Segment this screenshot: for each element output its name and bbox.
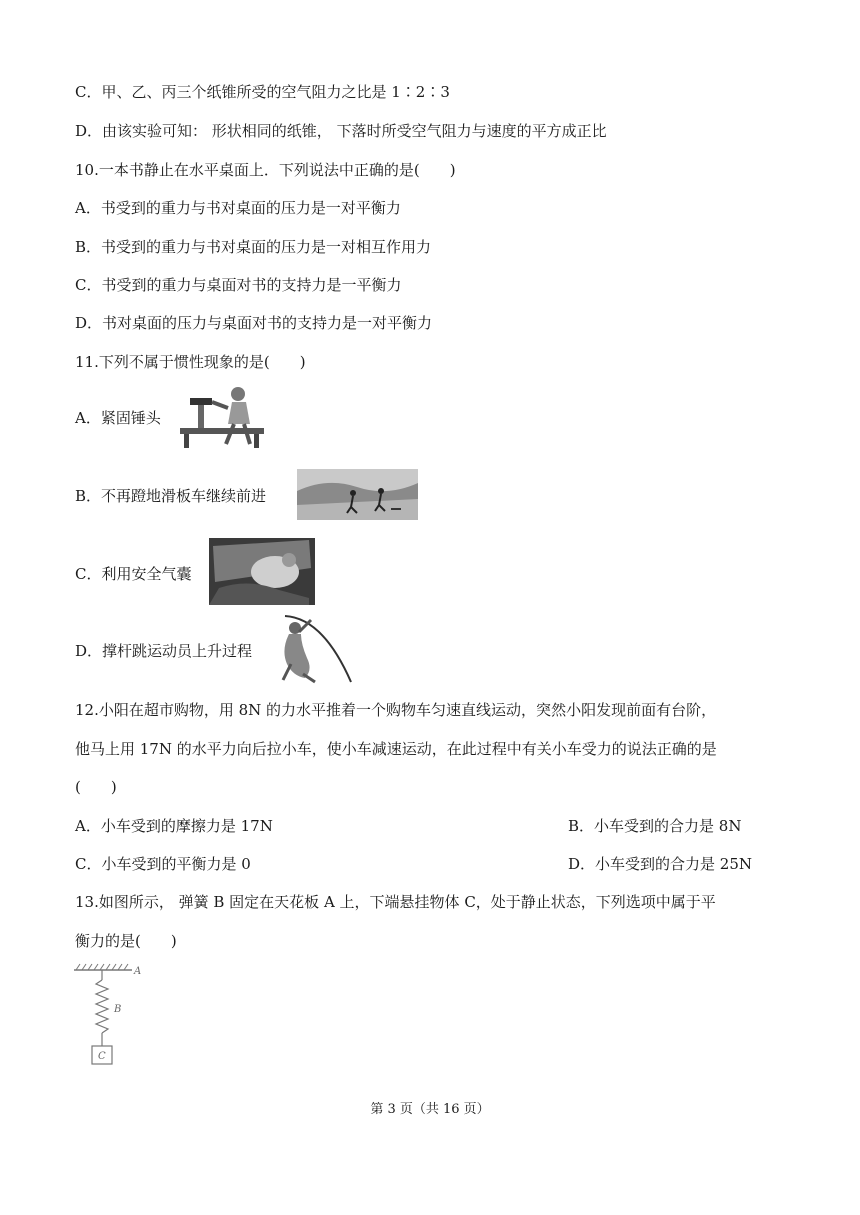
pole-vault-figure — [271, 614, 363, 684]
spring-coil — [96, 980, 108, 1033]
q12-option-a: A．小车受到的摩擦力是 17N — [75, 817, 273, 835]
label-b: B — [114, 1004, 122, 1015]
q13-stem-line-1: 13.如图所示， 弹簧 B 固定在天花板 A 上，下端悬挂物体 C，处于静止状态，下列选项中属于平 — [75, 893, 716, 911]
q12-option-b: B．小车受到的合力是 8N — [568, 817, 742, 835]
spring-diagram — [72, 960, 152, 1072]
q9-option-c: C．甲、乙、丙三个纸锥所受的空气阻力之比是 1∶2∶3 — [75, 83, 450, 101]
q11-option-d: D．撑杆跳运动员上升过程 — [75, 642, 253, 660]
q10-option-a: A．书受到的重力与书对桌面的压力是一对平衡力 — [75, 199, 401, 217]
q12-option-c: C．小车受到的平衡力是 0 — [75, 855, 251, 873]
spring-figure — [72, 960, 152, 1072]
label-a: A — [134, 966, 142, 977]
hammer-figure — [176, 384, 266, 450]
page-footer: 第 3 页（共 16 页） — [370, 1102, 490, 1117]
q12-stem-line-3: ( ) — [75, 778, 117, 796]
q11-option-b: B．不再蹬地滑板车继续前进 — [75, 487, 267, 505]
q13-stem-line-2: 衡力的是( ) — [75, 932, 177, 950]
q12-option-d: D．小车受到的合力是 25N — [568, 855, 753, 873]
q11-stem: 11.下列不属于惯性现象的是( ) — [75, 353, 306, 371]
q12-stem-line-2: 他马上用 17N 的水平力向后拉小车，使小车减速运动，在此过程中有关小车受力的说法正确的是 — [75, 740, 717, 758]
q10-option-d: D．书对桌面的压力与桌面对书的支持力是一对平衡力 — [75, 314, 433, 332]
label-c: C — [98, 1051, 106, 1062]
q11-option-a: A．紧固锤头 — [75, 409, 161, 427]
q10-stem: 10.一本书静止在水平桌面上．下列说法中正确的是( ) — [75, 161, 456, 179]
q9-option-d: D．由该实验可知： 形状相同的纸锥， 下落时所受空气阻力与速度的平方成正比 — [75, 122, 607, 140]
q11-option-c: C．利用安全气囊 — [75, 565, 192, 583]
ceiling-hatch — [76, 964, 128, 970]
q12-stem-line-1: 12.小阳在超市购物，用 8N 的力水平推着一个购物车匀速直线运动，突然小阳发现前面有台阶， — [75, 701, 717, 719]
q10-option-b: B．书受到的重力与书对桌面的压力是一对相互作用力 — [75, 238, 432, 256]
airbag-figure — [209, 538, 315, 605]
skateboard-figure — [297, 469, 418, 520]
q10-option-c: C．书受到的重力与桌面对书的支持力是一平衡力 — [75, 276, 402, 294]
